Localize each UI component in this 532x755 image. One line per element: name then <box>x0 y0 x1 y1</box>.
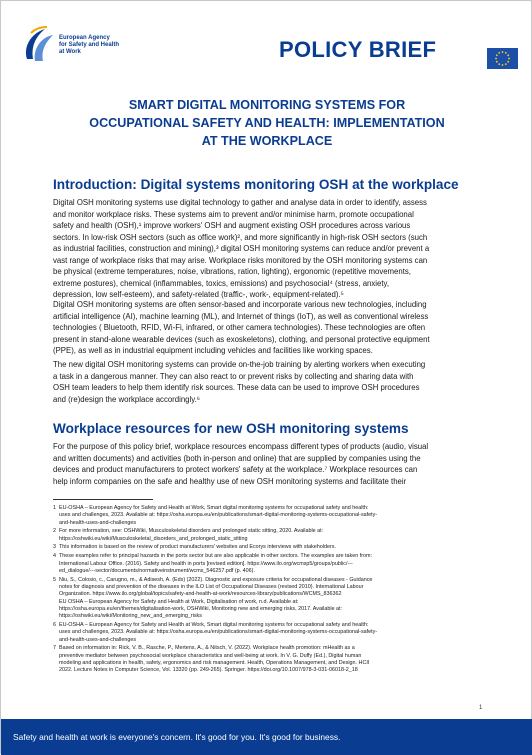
footnote-number: 7 <box>53 645 56 652</box>
footnote-line <box>53 637 485 644</box>
footnote-line <box>53 577 485 584</box>
text-line: OSH team leaders to help them identify risk sources. These data can be used to improve OSH procedures <box>53 383 420 392</box>
footnote-line <box>53 553 485 560</box>
footnote-text: EU-OSHA – European Agency for Safety and Health at Work, Smart digital monitoring systems for occupational safety and health: <box>59 505 369 511</box>
footnote-text: preventive mediator between psychosocial workplace characteristics and well-being at work. In V. G. Duffy (Ed.), Digital human <box>59 652 362 659</box>
intro-paragraph-3 <box>53 359 483 405</box>
footnote-text: For more information, see: OSHWiki, Musculoskeletal disorders and prolonged static sitting, 2020. Available at: <box>59 528 324 535</box>
footnote-line <box>53 528 485 535</box>
footnote-line <box>53 520 485 527</box>
text-line: and written documents) and activities (both in-person and online) that are supplied by companies using the <box>53 453 421 463</box>
text-line: technologies ( Bluetooth, RFID, Wi-Fi, infrared, or other camera technologies). These technologies are often <box>53 323 426 332</box>
footnote-text: These examples refer to principal hazards in the ports sector but are also applicable in other sectors. The examples are taken from: <box>59 553 373 560</box>
footnote-line <box>53 606 485 613</box>
footnote-line <box>53 653 485 660</box>
header <box>1 1 532 87</box>
text-line: present in stand-alone wearable devices (such as exoskeletons), clothing, and personal protective equipment <box>53 334 430 344</box>
footnote-line <box>53 544 485 551</box>
footnote-text: EU-OSHA – European Agency for Safety and Health at Work, Smart digital monitoring systems for occupational safety and health: <box>59 621 369 628</box>
text-line: devices and product manufacturers to protect workers' safety at the workplace.⁷ Workplace resources can <box>53 465 418 474</box>
footnote-text: modeling and applications in health, safety, ergonomics and risk management. Health, Operations Management, and Design. HCII <box>59 659 370 666</box>
footnote-line <box>53 505 485 512</box>
text-line: be physical (extreme temperatures, noise, vibrations, ration, lighting), ergonomic (repetitive movements, <box>53 267 411 276</box>
text-line: The new digital OSH monitoring systems can provide on-the-job training by alerting workers when executing <box>53 360 426 369</box>
footnote-text: https://oshwiki.eu/wiki/Musculoskeletal_disorders_and_prolonged_static_sitting <box>59 535 248 542</box>
footnote-line <box>53 568 485 575</box>
footnote-line <box>53 667 485 674</box>
footnote-number: 5 <box>53 576 56 583</box>
text-line: a task in a dangerous manner. They can also react to or prevent risks by collecting and sharing data with <box>53 371 414 381</box>
text-line: For the purpose of this policy brief, workplace resources encompass different types of products (audio, visual <box>53 442 429 451</box>
page-number: 1 <box>479 705 483 711</box>
osha-logo <box>21 21 161 79</box>
text-line: artificial intelligence (AI), machine learning (ML), and Internet of things (IoT), as well as conventional wireless <box>53 311 429 321</box>
footnote-text: and-health-uses-and-challenges <box>59 636 137 643</box>
footnote-text: ed_dialogue/---sector/documents/normativeinstrument/wcms_546257.pdf (p. 406). <box>59 567 255 574</box>
footnote-line <box>53 536 485 543</box>
text-line: (PPE), as well as in industrial equipment including vehicles and facilities like working spaces. <box>53 346 373 355</box>
text-line: sectors. In low-risk OSH sectors (such as office work)², and more significantly in high-risk OSH sectors (such <box>53 232 428 242</box>
intro-paragraph-1 <box>53 197 483 301</box>
title-line: OCCUPATIONAL SAFETY AND HEALTH: IMPLEMENTATION <box>89 116 445 130</box>
text-line: Digital OSH monitoring systems use digital technology to gather and analyse data in order to identify, assess <box>53 198 427 207</box>
section-heading-workplace-resources: Workplace resources for new OSH monitoring systems <box>53 421 409 436</box>
footnote-text: notes for diagnosis and prevention of the diseases in the ILO List of Occupational Diseases (revised 2010). International Labour <box>59 583 364 590</box>
footnote-line <box>53 599 485 606</box>
footnote-text: This information is based on the review of product manufacturers' websites and Ecorys interviews with stakeholders. <box>59 544 336 551</box>
footer-bar <box>1 719 532 755</box>
intro-paragraph-2 <box>53 299 483 357</box>
text-line: and (re)design the workplace accordingly.⁶ <box>53 394 200 404</box>
text-line: as industrial facilities, construction and mining),³ digital OSH monitoring systems can reduce and/or prevent a <box>53 244 430 253</box>
footnote-item <box>53 505 485 527</box>
footnote-number: 6 <box>53 621 56 628</box>
footnote-number: 3 <box>53 544 56 551</box>
footer-slogan: Safety and health at work is everyone's concern. It's good for you. It's good for business. <box>13 732 341 742</box>
section-heading-introduction: Introduction: Digital systems monitoring OSH at the workplace <box>53 177 459 192</box>
main-title <box>41 96 493 150</box>
text-line: vast range of workplace risks that may arise. Workplace risks monitored by the OSH monitoring systems can <box>53 255 428 265</box>
title-line: AT THE WORKPLACE <box>201 134 333 148</box>
footnote-number: 4 <box>53 553 56 560</box>
footnote-item <box>53 622 485 644</box>
footnote-line <box>53 622 485 629</box>
footnote-text: uses and challenges, 2023. Available at: https://osha.europa.eu/en/publications/smart-digital-monitoring-systems-occupational-safety- <box>59 629 378 636</box>
text-line: safety and health (OSH),¹ improve workers' OSH and augment existing OSH procedures across various <box>53 221 411 230</box>
footnote-line <box>53 584 485 591</box>
footnote-text: https://oshwiki.eu/wiki/Monitoring_new_and_emerging_risks <box>59 613 202 620</box>
footnote-text: International Labour Office. (2016). Safety and health in ports [revised edition]. https://www.ilo.org/wcmsp5/groups/public/--- <box>59 560 353 567</box>
footnote-line <box>53 591 485 598</box>
footnotes <box>53 505 485 676</box>
org-line-2: for Safety and Health <box>59 42 120 48</box>
footnote-line <box>53 512 485 519</box>
footnote-item <box>53 553 485 575</box>
org-line-1: European Agency <box>59 35 110 41</box>
footnote-text: and-health-uses-and-challenges <box>59 519 137 526</box>
footnote-separator <box>53 499 153 500</box>
footnote-text: 2022. Lecture Notes in Computer Science, Vol. 13320 (pp. 249-265). Springer. https://doi.org/10.1007/978-3-031-06018-2_18 <box>59 667 358 674</box>
footnote-line <box>53 613 485 620</box>
footnote-item <box>53 645 485 674</box>
text-line: and monitor workplace risks. These systems aim to prevent and/or minimise harm, promote occupational <box>53 209 414 219</box>
footnote-item <box>53 528 485 543</box>
org-name <box>59 35 119 56</box>
footnote-text: https://osha.europa.eu/en/themes/digitalisation-work, OSHWiki, Monitoring new and emerging risks, 2017. Available at: <box>59 605 343 612</box>
footnote-line <box>53 629 485 636</box>
footnote-number: 2 <box>53 528 56 535</box>
footnote-item <box>53 577 485 621</box>
footnote-line <box>53 660 485 667</box>
footnote-text: Organization. https://www.ilo.org/global/topics/safety-and-health-at-work/resources-library/publications/WCMS_836362 <box>59 591 342 598</box>
footnote-text: EU OSHA – European Agency for Safety and Health at Work, Digitalisation of work, n.d. Available at: <box>59 598 299 605</box>
footnote-number: 1 <box>53 505 56 511</box>
eu-flag-icon <box>487 48 518 69</box>
footnote-line <box>53 561 485 568</box>
text-line: help inform companies on the safe and healthy use of new OSH monitoring systems and facilitate their <box>53 476 407 486</box>
footnote-text: Based on information in: Rick, V. B., Rasche, P., Mertens, A., & Nitsch, V. (2022). Workplace health promotion: mHealth as a <box>59 645 355 652</box>
doc-type-title: POLICY BRIEF <box>279 37 437 62</box>
title-line: SMART DIGITAL MONITORING SYSTEMS FOR <box>128 98 406 112</box>
footnote-item <box>53 544 485 551</box>
footnote-text: uses and challenges, 2023. Available at: https://osha.europa.eu/en/publications/smart-digital-monitoring-systems-occupational-safety- <box>59 512 378 519</box>
text-line: extreme postures), chemical (inflammables, toxics, emissions) and psychosocial⁴ (stress, anxiety, <box>53 278 389 288</box>
footnote-text: Niu, S., Colosio, c., Carugno, m., & Adisesh, A. (Eds) (2022). Diagnostic and exposure criteria for occupational diseases - Guidance <box>59 576 373 583</box>
osha-logo-icon <box>21 25 57 65</box>
footnote-line <box>53 645 485 652</box>
resources-paragraph-1 <box>53 441 483 487</box>
text-line: depression, low self-esteem), and safety-related (traffic-, work-, equipment-related).⁵ <box>53 290 344 299</box>
org-line-3: at Work <box>59 49 81 55</box>
text-line: Digital OSH monitoring systems are often sensor-based and incorporate various new technologies, including <box>53 300 427 309</box>
